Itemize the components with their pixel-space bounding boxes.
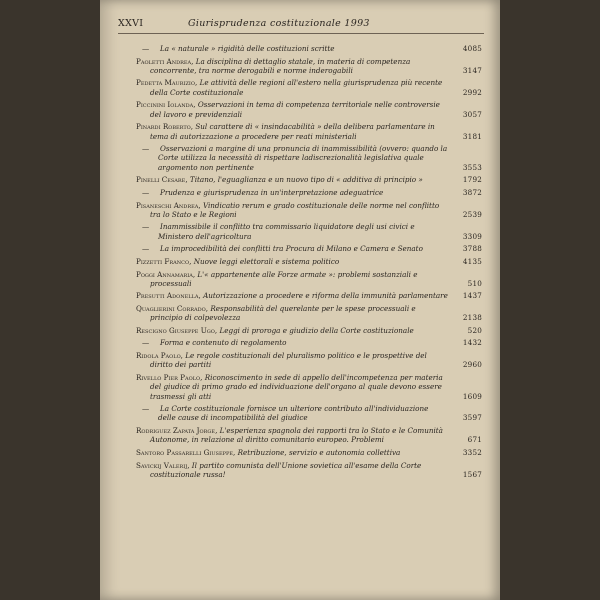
- entry-title: La improcedibilità dei conflitti tra Procura di Milano e Camera e Senato: [160, 244, 423, 254]
- entry-author: Quaglierini Corrado,: [136, 303, 209, 313]
- index-entry: [136, 222, 482, 241]
- index-entry: [136, 175, 482, 184]
- entry-author: Rivello Pier Paolo,: [136, 372, 203, 382]
- index-entry: [136, 244, 482, 253]
- entry-page-number: 3309: [462, 231, 482, 241]
- entry-author: Pinelli Cesare,: [136, 175, 188, 185]
- index-entry: [136, 304, 482, 323]
- entry-page-number: 1432: [462, 338, 482, 348]
- index-entry: [136, 351, 482, 370]
- entry-page-number: 3147: [462, 65, 482, 75]
- entry-author: Paoletti Andrea,: [136, 56, 194, 66]
- entry-page-number: 3057: [462, 109, 482, 119]
- entry-page-number: 2960: [462, 360, 482, 370]
- entry-title: La disciplina di dettaglio statale, in materia di competenza concorrente, tra norme derogabili e norme inderogabili: [150, 56, 411, 75]
- index-entry: [136, 338, 482, 347]
- index-entry: [136, 122, 482, 141]
- entry-title: La Corte costituzionale fornisce un ulteriore contributo all'individuazione delle cause di incompatibilità del giudice: [158, 404, 429, 423]
- entry-author: Pinardi Roberto,: [136, 122, 194, 132]
- index-entry: [136, 426, 482, 445]
- entry-page-number: 2992: [462, 87, 482, 97]
- entry-page-number: 1609: [462, 391, 482, 401]
- entry-title: Retribuzione, servizio e autonomia collettiva: [237, 447, 401, 457]
- entry-title: L'esperienza spagnola dei rapporti tra lo Stato e le Comunità Autonome, in relazione al diritto comunitario europeo. Problemi: [150, 426, 443, 445]
- entry-title: Le attività delle regioni all'estero nella giurisprudenza più recente della Corte costituzionale: [150, 78, 443, 97]
- ditto-dash: —: [142, 144, 150, 154]
- index-entry: [136, 257, 482, 266]
- entry-title: Vindicatio rerum e grado costituzionale delle norme nel conflitto tra lo Stato e le Regioni: [150, 200, 440, 219]
- entry-page-number: 671: [467, 435, 482, 445]
- ditto-dash: —: [142, 222, 150, 232]
- running-title: Giurisprudenza costituzionale 1993: [188, 18, 370, 29]
- entry-page-number: 4135: [462, 256, 482, 266]
- index-entry: [136, 188, 482, 197]
- index-entry: [136, 144, 482, 172]
- entry-author: Savickij Valerij,: [136, 460, 190, 470]
- entry-title: Osservazioni a margine di una pronuncia di inammissibilità (ovvero: quando la Corte utilizza la necessità di rispettare ladiscrezionalità legislativa quale argomento non pertinente: [158, 144, 448, 172]
- entry-title: Responsabilità del querelante per le spese processuali e principio di colpevolezza: [150, 303, 416, 323]
- entry-page-number: 3597: [462, 413, 482, 423]
- entry-page-number: 3788: [462, 244, 482, 254]
- index-entry: [136, 44, 482, 53]
- entry-title: Le regole costituzionali del pluralismo politico e le prospettive del diritto dei partiti: [150, 351, 427, 370]
- entry-page-number: 2539: [462, 209, 482, 219]
- page-number: XXVI: [118, 18, 144, 29]
- entry-title: Prudenza e giurisprudenza in un'interpretazione adeguatrice: [160, 187, 384, 197]
- entry-author: Poggi Annamaria,: [136, 269, 196, 279]
- index-entry: [136, 373, 482, 401]
- entry-page-number: 2138: [462, 313, 482, 323]
- ditto-dash: —: [142, 187, 150, 197]
- entry-page-number: 3181: [462, 131, 482, 141]
- entry-page-number: 1437: [462, 291, 482, 301]
- entry-page-number: 4085: [462, 44, 482, 53]
- entry-title: Leggi di proroga e giudizio della Corte costituzionale: [219, 325, 414, 335]
- index-entry: [136, 326, 482, 335]
- ditto-dash: —: [142, 244, 150, 254]
- entry-author: Rescigno Giuseppe Ugo,: [136, 325, 218, 335]
- entry-title: Inammissibile il conflitto tra commissario liquidatore degli usi civici e Ministero dell'agricoltura: [158, 222, 415, 241]
- entry-title: Nuove leggi elettorali e sistema politico: [193, 256, 340, 266]
- entry-page-number: 3872: [462, 187, 482, 197]
- index-entry: [136, 201, 482, 220]
- entry-title: La « naturale » rigidità delle costituzioni scritte: [160, 44, 335, 53]
- entry-page-number: 1567: [462, 469, 482, 479]
- entry-page-number: 3352: [462, 447, 482, 457]
- entry-author: Rodriguez Zapata Jorge,: [136, 426, 218, 436]
- entry-page-number: 3553: [462, 162, 482, 172]
- entry-title: Autorizzazione a procedere e riforma della immunità parlamentare: [203, 291, 448, 301]
- index-entry: [136, 461, 482, 480]
- entry-author: Pisaneschi Andrea,: [136, 200, 201, 210]
- index-entries: [136, 44, 482, 482]
- running-header: [118, 18, 484, 32]
- entry-page-number: 520: [467, 325, 482, 335]
- entry-title: Forma e contenuto di regolamento: [160, 338, 287, 348]
- entry-title: Sul carattere di « insindacabilità » della delibera parlamentare in tema di autorizzazione a procedere per reati ministeriali: [150, 122, 435, 141]
- entry-page-number: 1792: [462, 175, 482, 185]
- header-rule: [118, 33, 484, 34]
- entry-author: Pedetta Maurizio,: [136, 78, 198, 88]
- ditto-dash: —: [142, 338, 150, 348]
- entry-author: Piccinini Iolanda,: [136, 100, 196, 110]
- index-entry: [136, 57, 482, 76]
- book-page: [100, 0, 500, 600]
- entry-author: Pizzetti Franco,: [136, 256, 192, 266]
- entry-title: Riconoscimento in sede di appello dell'incompetenza per materia del giudice di primo grado ed individuazione dell'organo al quale devono essere trasmessi gli atti: [150, 372, 443, 401]
- index-entry: [136, 448, 482, 457]
- entry-title: Il partito comunista dell'Unione sovietica all'esame della Corte costituzionale russa!: [150, 460, 422, 479]
- entry-page-number: 510: [467, 278, 482, 288]
- entry-author: Presutti Adonella,: [136, 291, 201, 301]
- entry-title: Titano, l'eguaglianza e un nuovo tipo di « additiva di principio »: [189, 175, 423, 185]
- entry-title: L'« appartenente alle Forze armate »: problemi sostanziali e processuali: [150, 269, 418, 288]
- entry-author: Santoro Passarelli Giuseppe,: [136, 447, 236, 457]
- index-entry: [136, 291, 482, 300]
- ditto-dash: —: [142, 44, 150, 53]
- index-entry: [136, 270, 482, 289]
- entry-author: Ridola Paolo,: [136, 351, 183, 361]
- index-entry: [136, 100, 482, 119]
- index-entry: [136, 404, 482, 423]
- ditto-dash: —: [142, 404, 150, 414]
- index-entry: [136, 78, 482, 97]
- entry-title: Osservazioni in tema di competenza territoriale nelle controversie del lavoro e previdenziali: [150, 100, 440, 119]
